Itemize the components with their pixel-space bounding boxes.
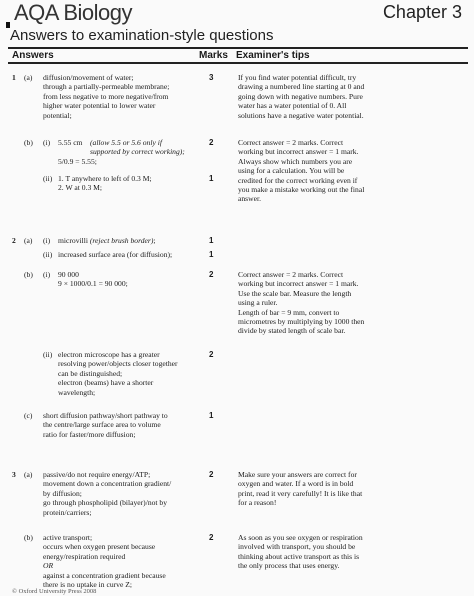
header-top-rule xyxy=(8,47,468,49)
q1b-i-answer-value: 5.55 cm xyxy=(58,138,85,147)
q2a-i-answer xyxy=(58,236,156,245)
q1b-ii-label: (ii) xyxy=(43,174,53,183)
q1a-label: (a) xyxy=(24,73,33,82)
q1b-i-marks: 2 xyxy=(209,138,214,147)
chapter-title: Chapter 3 xyxy=(382,2,462,22)
q3b-answer-part2: against a concentration gradient because there is no uptake in curve Z; xyxy=(43,571,166,590)
q1b-i-answer-allowance: (allow 5.5 or 5.6 only if supported by correct working); xyxy=(90,138,185,157)
q2a-i-answer-end: ; xyxy=(153,236,156,245)
q3a-marks: 2 xyxy=(209,470,214,479)
q1b-tip: Correct answer = 2 marks. Correct working but incorrect answer = 1 mark. Always show which numbers you are using for a calculation. You will be credited for the correct working even if you make a mistake working out the final answer. xyxy=(238,138,365,204)
q2b-ii-marks: 2 xyxy=(209,350,214,359)
brand-title: AQA Biology xyxy=(14,0,133,25)
q3b-answer-part1: active transport; occurs when oxygen present because energy/respiration required xyxy=(43,533,156,561)
page-subtitle: Answers to examination-style questions xyxy=(10,27,274,44)
q2a-ii-marks: 1 xyxy=(209,250,214,259)
q1a-marks: 3 xyxy=(209,73,214,82)
q3b-answer-or: OR xyxy=(43,561,54,570)
q2c-answer: short diffusion pathway/short pathway to the centre/large surface area to volume ratio for faster/more diffusion; xyxy=(43,411,168,439)
q1b-i-working: 5/0.9 = 5.55; xyxy=(58,157,97,166)
col-header-marks: Marks xyxy=(199,50,228,61)
q1b-label: (b) xyxy=(24,138,33,147)
q2b-i-marks: 2 xyxy=(209,270,214,279)
q2a-i-answer-reject: (reject brush border) xyxy=(89,236,154,245)
q1-number: 1 xyxy=(12,73,16,82)
q2a-ii-answer: increased surface area (for diffusion); xyxy=(58,250,173,259)
q2a-i-label: (i) xyxy=(43,236,51,245)
q3b-tip: As soon as you see oxygen or respiration involved with transport, you should be thinking about active transport as this is the only process that uses energy. xyxy=(238,533,363,571)
q1b-ii-answer: 1. T anywhere to left of 0.3 M; 2. W at 0.3 M; xyxy=(58,174,152,193)
q2b-i-tip: Correct answer = 2 marks. Correct working but incorrect answer = 1 mark. Use the scale bar. Measure the length using a ruler. Length of bar = 9 mm, convert to micrometres by multiplying by 1000 then divide by stated length of scale bar. xyxy=(238,270,365,336)
header-bottom-rule xyxy=(8,62,468,64)
q3a-tip: Make sure your answers are correct for oxygen and water. If a word is in bold print, read it very carefully! It is like that for a reason! xyxy=(238,470,363,508)
q2a-label: (a) xyxy=(24,236,33,245)
q2b-label: (b) xyxy=(24,270,33,279)
q2b-ii-answer: electron microscope has a greater resolving power/objects closer together can be distinguished; electron (beams) have a shorter wavelength; xyxy=(58,350,178,397)
q2b-i-label: (i) xyxy=(43,270,51,279)
footer-copyright: © Oxford University Press 2008 xyxy=(12,588,97,595)
q2c-marks: 1 xyxy=(209,411,214,420)
q2b-ii-label: (ii) xyxy=(43,350,53,359)
q1a-answer: diffusion/movement of water; through a partially-permeable membrane; from less negative to more negative/from higher water potential to lower water potential; xyxy=(43,73,170,120)
q3-number: 3 xyxy=(12,470,16,479)
q3b-label: (b) xyxy=(24,533,33,542)
q2a-i-marks: 1 xyxy=(209,236,214,245)
q1b-i-label: (i) xyxy=(43,138,51,147)
q3a-label: (a) xyxy=(24,470,33,479)
q1a-tip: If you find water potential difficult, try drawing a numbered line starting at 0 and going down with negative numbers. Pure water has a water potential of 0. All solutions have a negative water potential. xyxy=(238,73,365,120)
q1b-ii-marks: 1 xyxy=(209,174,214,183)
q2a-i-answer-main: microvilli xyxy=(58,236,90,245)
col-header-answers: Answers xyxy=(12,50,54,61)
q3a-answer: passive/do not require energy/ATP; movement down a concentration gradient/ by diffusion; go through phospholipid (bilayer)/not by protein/carriers; xyxy=(43,470,172,517)
q2a-ii-label: (ii) xyxy=(43,250,53,259)
q2-number: 2 xyxy=(12,236,16,245)
q3b-marks: 2 xyxy=(209,533,214,542)
q2c-label: (c) xyxy=(24,411,33,420)
col-header-tips: Examiner's tips xyxy=(236,50,310,61)
q2b-i-answer: 90 000 9 × 1000/0.1 = 90 000; xyxy=(58,270,128,289)
